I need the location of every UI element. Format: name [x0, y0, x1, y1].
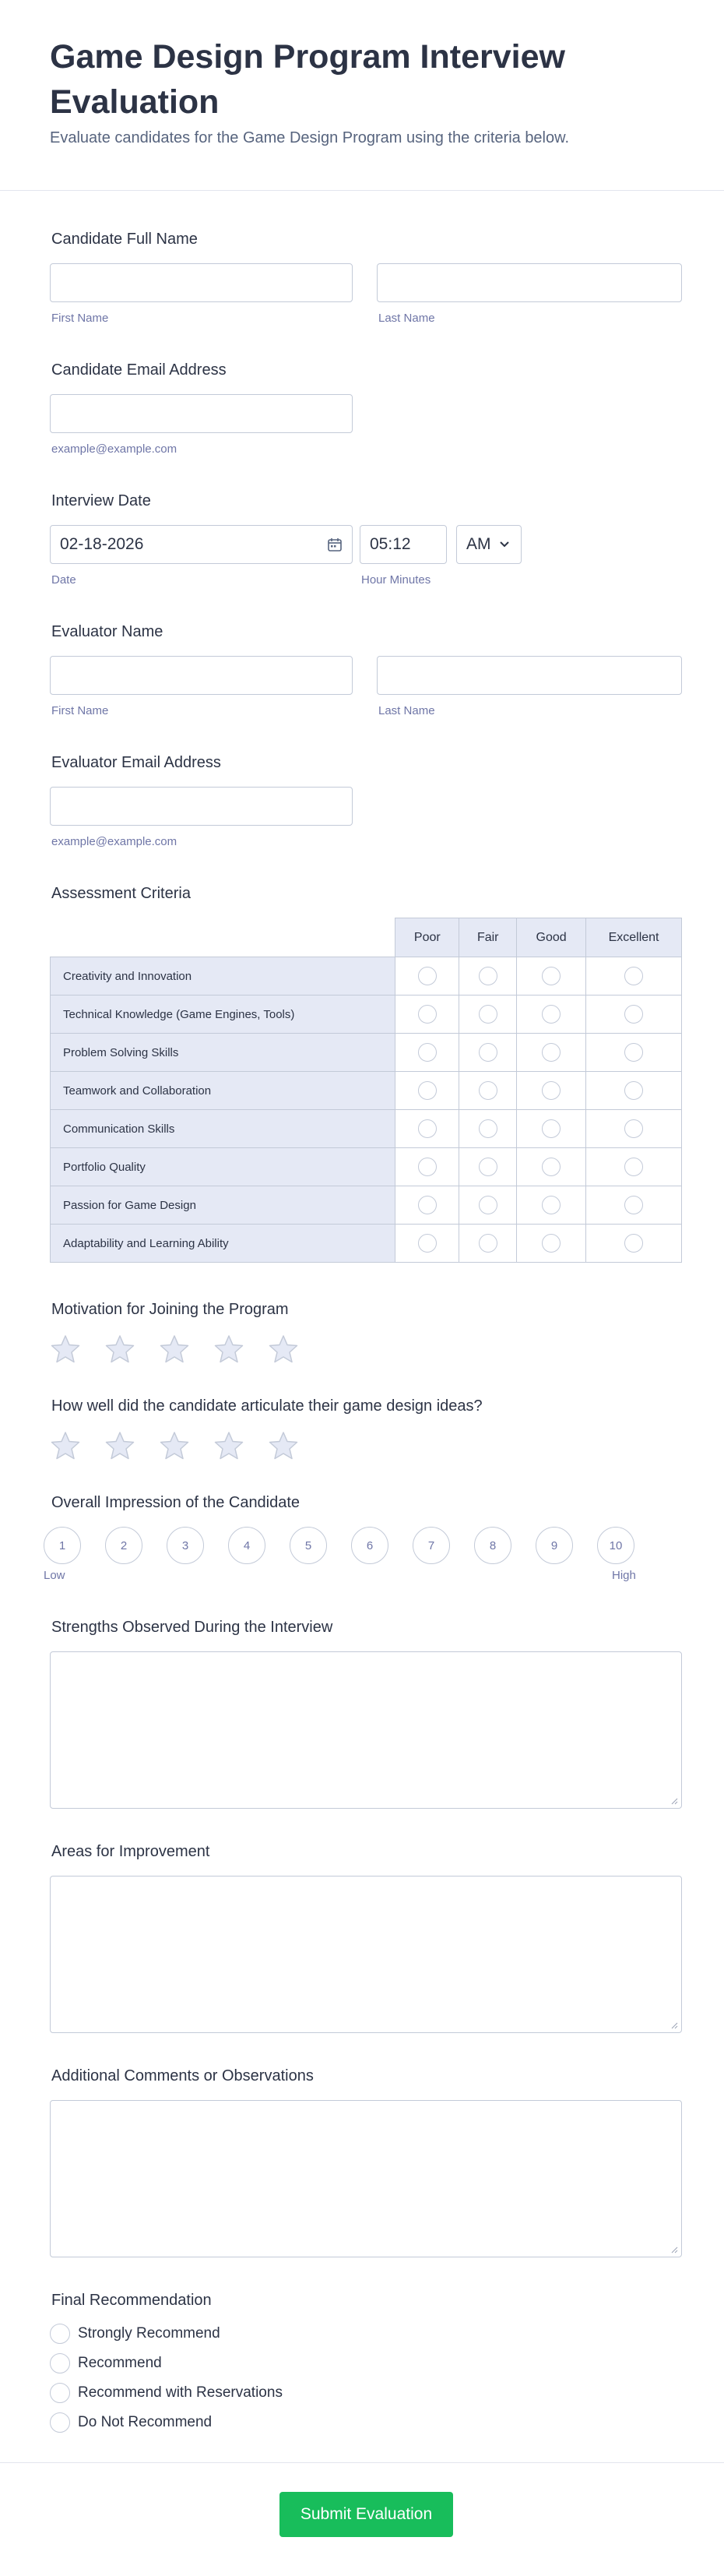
matrix-cell[interactable]	[459, 957, 517, 996]
scale-option[interactable]: 2	[105, 1527, 142, 1564]
radio-button[interactable]	[624, 1196, 643, 1214]
evaluator-email-field	[50, 754, 682, 855]
radio-button[interactable]	[50, 2353, 70, 2373]
last-name-sublabel: Last Name	[378, 704, 435, 717]
matrix-row-label: Passion for Game Design	[51, 1186, 395, 1225]
first-name-sublabel: First Name	[51, 704, 109, 717]
matrix-cell[interactable]	[517, 1072, 586, 1110]
radio-button[interactable]	[624, 1081, 643, 1100]
assessment-criteria-field	[50, 885, 682, 908]
column-header: Excellent	[586, 918, 682, 957]
column-header: Fair	[459, 918, 517, 957]
matrix-cell[interactable]	[395, 1186, 459, 1225]
radio-button[interactable]	[418, 1081, 437, 1100]
assessment-table	[50, 918, 682, 1263]
matrix-cell[interactable]	[517, 1148, 586, 1186]
scale-low-label: Low	[44, 1569, 65, 1582]
first-name-sublabel: First Name	[51, 312, 109, 325]
overall-scale-rating	[44, 1527, 643, 1567]
overall-impression-field	[50, 1494, 682, 1517]
matrix-cell[interactable]	[459, 1148, 517, 1186]
recommendation-field	[50, 2292, 682, 2315]
radio-button[interactable]	[479, 1158, 497, 1176]
motivation-star-rating	[50, 1334, 299, 1365]
submit-button[interactable]: Submit Evaluation	[279, 2492, 453, 2537]
matrix-cell[interactable]	[586, 1034, 682, 1072]
evaluator-email-input[interactable]	[50, 787, 353, 826]
matrix-row-label: Creativity and Innovation	[51, 957, 395, 996]
radio-button[interactable]	[624, 1234, 643, 1253]
radio-button[interactable]	[624, 1158, 643, 1176]
matrix-cell[interactable]	[586, 957, 682, 996]
matrix-cell[interactable]	[459, 996, 517, 1034]
radio-button[interactable]	[624, 1119, 643, 1138]
matrix-row	[51, 1225, 682, 1263]
matrix-row-label: Teamwork and Collaboration	[51, 1072, 395, 1110]
matrix-cell[interactable]	[517, 996, 586, 1034]
star-icon[interactable]	[213, 1430, 244, 1461]
candidate-email-field	[50, 361, 682, 463]
matrix-cell[interactable]	[459, 1072, 517, 1110]
strengths-textarea[interactable]	[50, 1651, 682, 1809]
matrix-row	[51, 1148, 682, 1186]
improvement-label: Areas for Improvement	[51, 1843, 210, 1860]
time-input[interactable]: 05:12	[360, 525, 447, 564]
matrix-cell[interactable]	[586, 996, 682, 1034]
radio-button[interactable]	[479, 1043, 497, 1062]
matrix-cell[interactable]	[459, 1186, 517, 1225]
matrix-row	[51, 1072, 682, 1110]
option-label: Recommend	[78, 2355, 162, 2371]
matrix-cell[interactable]	[586, 1148, 682, 1186]
resize-handle-icon[interactable]	[670, 2246, 678, 2254]
recommendation-option[interactable]	[50, 2352, 162, 2374]
matrix-cell[interactable]	[517, 1225, 586, 1263]
date-value: 02-18-2026	[60, 535, 144, 553]
radio-button[interactable]	[542, 1158, 561, 1176]
footer-divider	[0, 2462, 724, 2463]
matrix-cell[interactable]	[459, 1110, 517, 1148]
matrix-cell[interactable]	[517, 1034, 586, 1072]
articulation-label: How well did the candidate articulate their game design ideas?	[51, 1397, 483, 1415]
radio-button[interactable]	[479, 967, 497, 985]
matrix-row-label: Adaptability and Learning Ability	[51, 1225, 395, 1263]
comments-label: Additional Comments or Observations	[51, 2067, 314, 2084]
option-label: Do Not Recommend	[78, 2414, 213, 2430]
scale-high-label: High	[612, 1569, 636, 1582]
radio-button[interactable]	[542, 1119, 561, 1138]
candidate-email-input[interactable]	[50, 394, 353, 433]
assessment-matrix	[50, 918, 682, 1263]
radio-button[interactable]	[624, 1005, 643, 1024]
recommendation-label: Final Recommendation	[51, 2292, 212, 2309]
column-header: Good	[517, 918, 586, 957]
star-icon[interactable]	[268, 1430, 299, 1461]
evaluator-name-field	[50, 623, 682, 724]
evaluator-last-name-input[interactable]	[377, 656, 682, 695]
chevron-down-icon	[499, 541, 510, 548]
matrix-corner	[51, 918, 395, 957]
calendar-icon[interactable]	[327, 537, 343, 552]
radio-button[interactable]	[418, 1158, 437, 1176]
matrix-cell[interactable]	[395, 996, 459, 1034]
scale-option[interactable]: 10	[597, 1527, 634, 1564]
candidate-name-label: Candidate Full Name	[51, 231, 198, 248]
radio-button[interactable]	[542, 1234, 561, 1253]
candidate-name-field	[50, 231, 682, 332]
radio-button[interactable]	[479, 1081, 497, 1100]
column-header: Poor	[395, 918, 459, 957]
radio-button[interactable]	[542, 1005, 561, 1024]
evaluator-email-sublabel: example@example.com	[51, 835, 177, 848]
matrix-row-label: Portfolio Quality	[51, 1148, 395, 1186]
comments-textarea[interactable]	[50, 2100, 682, 2257]
radio-button[interactable]	[418, 1043, 437, 1062]
form-title: Game Design Program Interview Evaluation	[50, 38, 565, 121]
resize-handle-icon[interactable]	[670, 1797, 678, 1805]
star-icon[interactable]	[50, 1430, 81, 1461]
ampm-value: AM	[466, 535, 491, 553]
form-subtitle: Evaluate candidates for the Game Design Program using the criteria below.	[50, 129, 570, 146]
star-icon[interactable]	[50, 1334, 81, 1365]
comments-field	[50, 2067, 682, 2091]
strengths-label: Strengths Observed During the Interview	[51, 1619, 333, 1636]
strengths-field	[50, 1619, 682, 1642]
scale-option[interactable]: 3	[167, 1527, 204, 1564]
matrix-cell[interactable]	[395, 957, 459, 996]
matrix-row	[51, 1034, 682, 1072]
radio-button[interactable]	[479, 1005, 497, 1024]
matrix-cell[interactable]	[517, 957, 586, 996]
candidate-first-name-input[interactable]	[50, 263, 353, 302]
matrix-cell[interactable]	[395, 1148, 459, 1186]
matrix-row	[51, 957, 682, 996]
radio-button[interactable]	[542, 1081, 561, 1100]
matrix-body	[51, 957, 682, 1263]
matrix-cell[interactable]	[395, 1110, 459, 1148]
candidate-last-name-input[interactable]	[377, 263, 682, 302]
date-input[interactable]	[50, 525, 353, 564]
matrix-row	[51, 1186, 682, 1225]
matrix-row	[51, 996, 682, 1034]
matrix-cell[interactable]	[395, 1072, 459, 1110]
star-icon[interactable]	[159, 1334, 190, 1365]
radio-button[interactable]	[50, 2412, 70, 2433]
matrix-cell[interactable]	[586, 1110, 682, 1148]
scale-option[interactable]: 8	[474, 1527, 511, 1564]
motivation-label: Motivation for Joining the Program	[51, 1301, 289, 1318]
matrix-row-label: Problem Solving Skills	[51, 1034, 395, 1072]
matrix-row-label: Technical Knowledge (Game Engines, Tools)	[51, 996, 395, 1034]
radio-button[interactable]	[542, 967, 561, 985]
recommendation-option[interactable]	[50, 2412, 212, 2433]
radio-button[interactable]	[479, 1196, 497, 1214]
matrix-row-label: Communication Skills	[51, 1110, 395, 1148]
matrix-cell[interactable]	[586, 1225, 682, 1263]
matrix-cell[interactable]	[517, 1186, 586, 1225]
star-icon[interactable]	[213, 1334, 244, 1365]
radio-button[interactable]	[542, 1043, 561, 1062]
radio-button[interactable]	[418, 1234, 437, 1253]
evaluator-name-label: Evaluator Name	[51, 623, 163, 640]
star-icon[interactable]	[104, 1334, 135, 1365]
candidate-email-label: Candidate Email Address	[51, 361, 227, 379]
scale-option[interactable]: 7	[413, 1527, 450, 1564]
resize-handle-icon[interactable]	[670, 2021, 678, 2029]
ampm-select[interactable]	[456, 525, 522, 564]
radio-button[interactable]	[624, 967, 643, 985]
radio-button[interactable]	[542, 1196, 561, 1214]
matrix-cell[interactable]	[586, 1186, 682, 1225]
matrix-cell[interactable]	[517, 1110, 586, 1148]
matrix-cell[interactable]	[459, 1034, 517, 1072]
star-icon[interactable]	[104, 1430, 135, 1461]
matrix-cell[interactable]	[459, 1225, 517, 1263]
radio-button[interactable]	[624, 1043, 643, 1062]
candidate-email-sublabel: example@example.com	[51, 442, 177, 456]
assessment-criteria-label: Assessment Criteria	[51, 885, 191, 902]
improvement-textarea[interactable]	[50, 1876, 682, 2033]
form-header	[0, 0, 724, 191]
matrix-row	[51, 1110, 682, 1148]
date-sublabel: Date	[51, 573, 76, 587]
star-icon[interactable]	[159, 1430, 190, 1461]
radio-button[interactable]	[418, 967, 437, 985]
scale-option[interactable]: 6	[351, 1527, 388, 1564]
articulation-star-rating	[50, 1430, 299, 1461]
recommendation-option[interactable]	[50, 2323, 220, 2345]
radio-button[interactable]	[418, 1005, 437, 1024]
radio-button[interactable]	[50, 2324, 70, 2344]
recommendation-option[interactable]	[50, 2382, 283, 2404]
last-name-sublabel: Last Name	[378, 312, 435, 325]
radio-button[interactable]	[50, 2383, 70, 2403]
radio-button[interactable]	[479, 1234, 497, 1253]
motivation-field	[50, 1301, 682, 1324]
interview-date-label: Interview Date	[51, 492, 151, 509]
scale-option[interactable]: 1	[44, 1527, 81, 1564]
matrix-cell[interactable]	[395, 1034, 459, 1072]
overall-impression-label: Overall Impression of the Candidate	[51, 1494, 300, 1511]
star-icon[interactable]	[268, 1334, 299, 1365]
scale-option[interactable]: 9	[536, 1527, 573, 1564]
evaluator-email-label: Evaluator Email Address	[51, 754, 221, 771]
time-sublabel: Hour Minutes	[361, 573, 431, 587]
scale-option[interactable]: 4	[228, 1527, 265, 1564]
radio-button[interactable]	[479, 1119, 497, 1138]
matrix-cell[interactable]	[395, 1225, 459, 1263]
articulation-field	[50, 1397, 682, 1421]
improvement-field	[50, 1843, 682, 1866]
radio-button[interactable]	[418, 1119, 437, 1138]
scale-option[interactable]: 5	[290, 1527, 327, 1564]
option-label: Strongly Recommend	[78, 2325, 220, 2342]
radio-button[interactable]	[418, 1196, 437, 1214]
evaluator-first-name-input[interactable]	[50, 656, 353, 695]
option-label: Recommend with Reservations	[78, 2384, 283, 2401]
matrix-cell[interactable]	[586, 1072, 682, 1110]
interview-date-field	[50, 492, 682, 594]
